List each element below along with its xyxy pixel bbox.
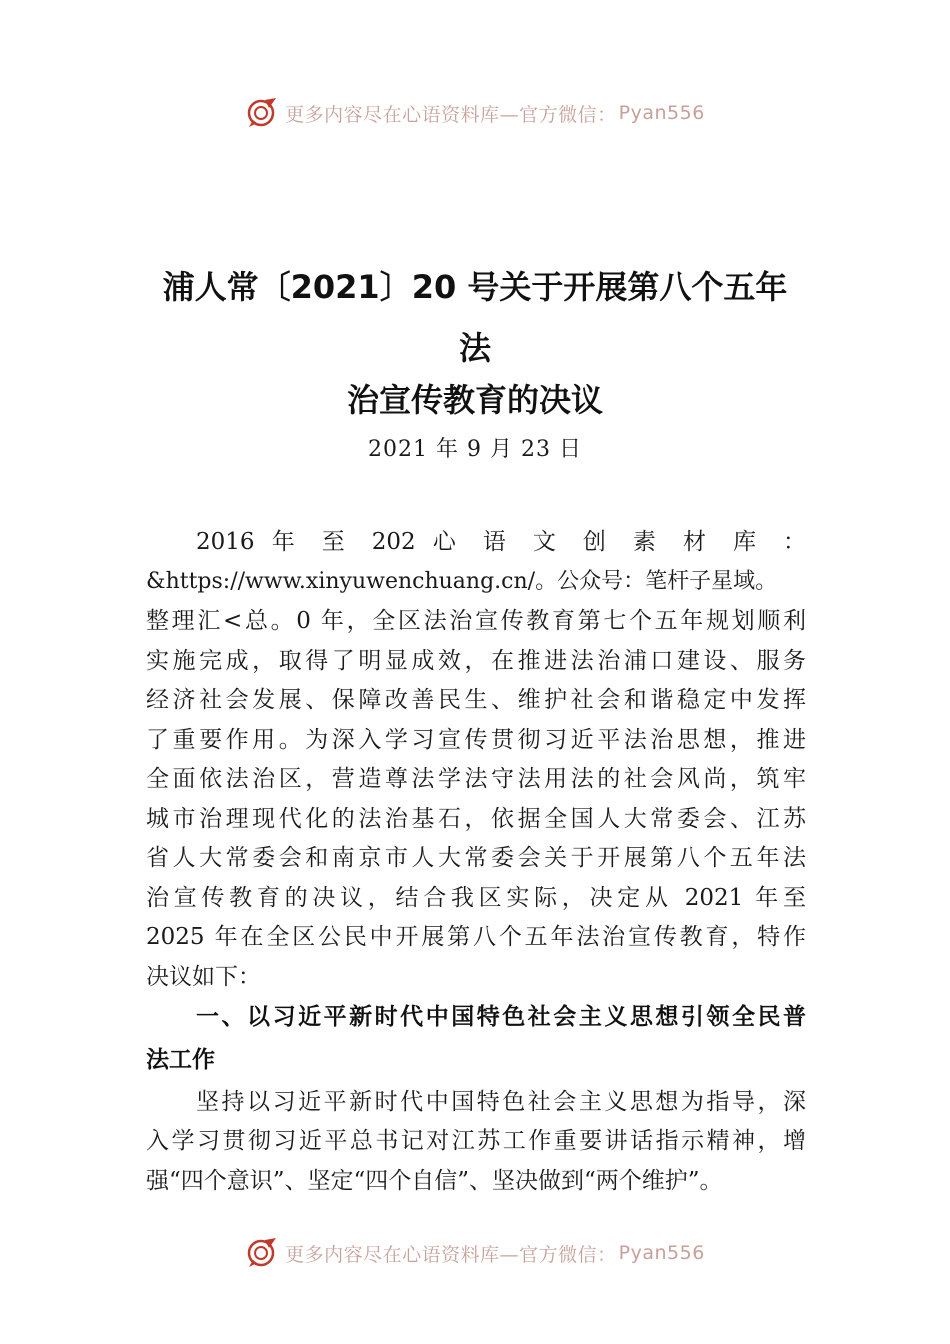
body-line: 全面依法治区，营造尊法学法守法用法的社会风尚，筑牢 [146,766,806,792]
body-line: 整理汇<总。0 年，全区法治宣传教育第七个五年规划顺利 [146,608,806,634]
body-line: 治宣传教育的决议，结合我区实际，决定从 2021 年至 [146,885,806,911]
body-line: 了重要作用。为深入学习宣传贯彻习近平法治思想，推进 [146,727,806,753]
section-1-heading-continued: 法工作 [146,1047,215,1073]
pen-circle-logo-icon [245,96,279,130]
section-1-line: 强“四个意识”、坚定“四个自信”、坚决做到“两个维护”。 [146,1168,723,1194]
watermark-footer [0,1233,950,1273]
body-line: 省人大常委会和南京市人大常委会关于开展第八个五年法 [146,845,806,871]
body-line: 2025 年在全区公民中开展第八个五年法治宣传教育，特作 [146,924,806,950]
pen-circle-logo-icon [245,1236,279,1270]
section-1-line: 入学习贯彻习近平总书记对江苏工作重要讲话指示精神，增 [146,1128,806,1154]
body-line: 城市治理现代化的法治基石，依据全国人大常委会、江苏 [146,806,806,832]
watermark-wechat-id: Pyan556 [618,102,705,124]
body-line: 2016 年 至 202 心 语 文 创 素 材 库 ： [196,529,806,555]
body-line: &https://www.xinyuwenchuang.cn/。公众号：笔杆子星域。 [146,569,778,594]
body-line: 实施完成，取得了明显成效，在推进法治浦口建设、服务 [146,648,806,674]
watermark-text: 更多内容尽在心语资料库—官方微信： [285,1243,617,1266]
body-line: 经济社会发展、保障改善民生、维护社会和谐稳定中发挥 [146,687,806,713]
section-1-line: 坚持以习近平新时代中国特色社会主义思想为指导，深 [196,1089,806,1115]
document-title-line-2: 法 [458,329,491,367]
section-1-heading: 一、以习近平新时代中国特色社会主义思想引领全民普 [196,1004,806,1030]
document-title-line-3: 治宣传教育的决议 [346,381,603,419]
document-title-line-1: 浦人常〔2021〕20 号关于开展第八个五年 [162,268,788,306]
document-date: 2021 年 9 月 23 日 [368,437,582,462]
watermark-wechat-id: Pyan556 [618,1242,705,1264]
watermark-text: 更多内容尽在心语资料库—官方微信： [285,103,617,126]
body-line: 决议如下： [146,964,261,990]
watermark-header [0,93,950,133]
